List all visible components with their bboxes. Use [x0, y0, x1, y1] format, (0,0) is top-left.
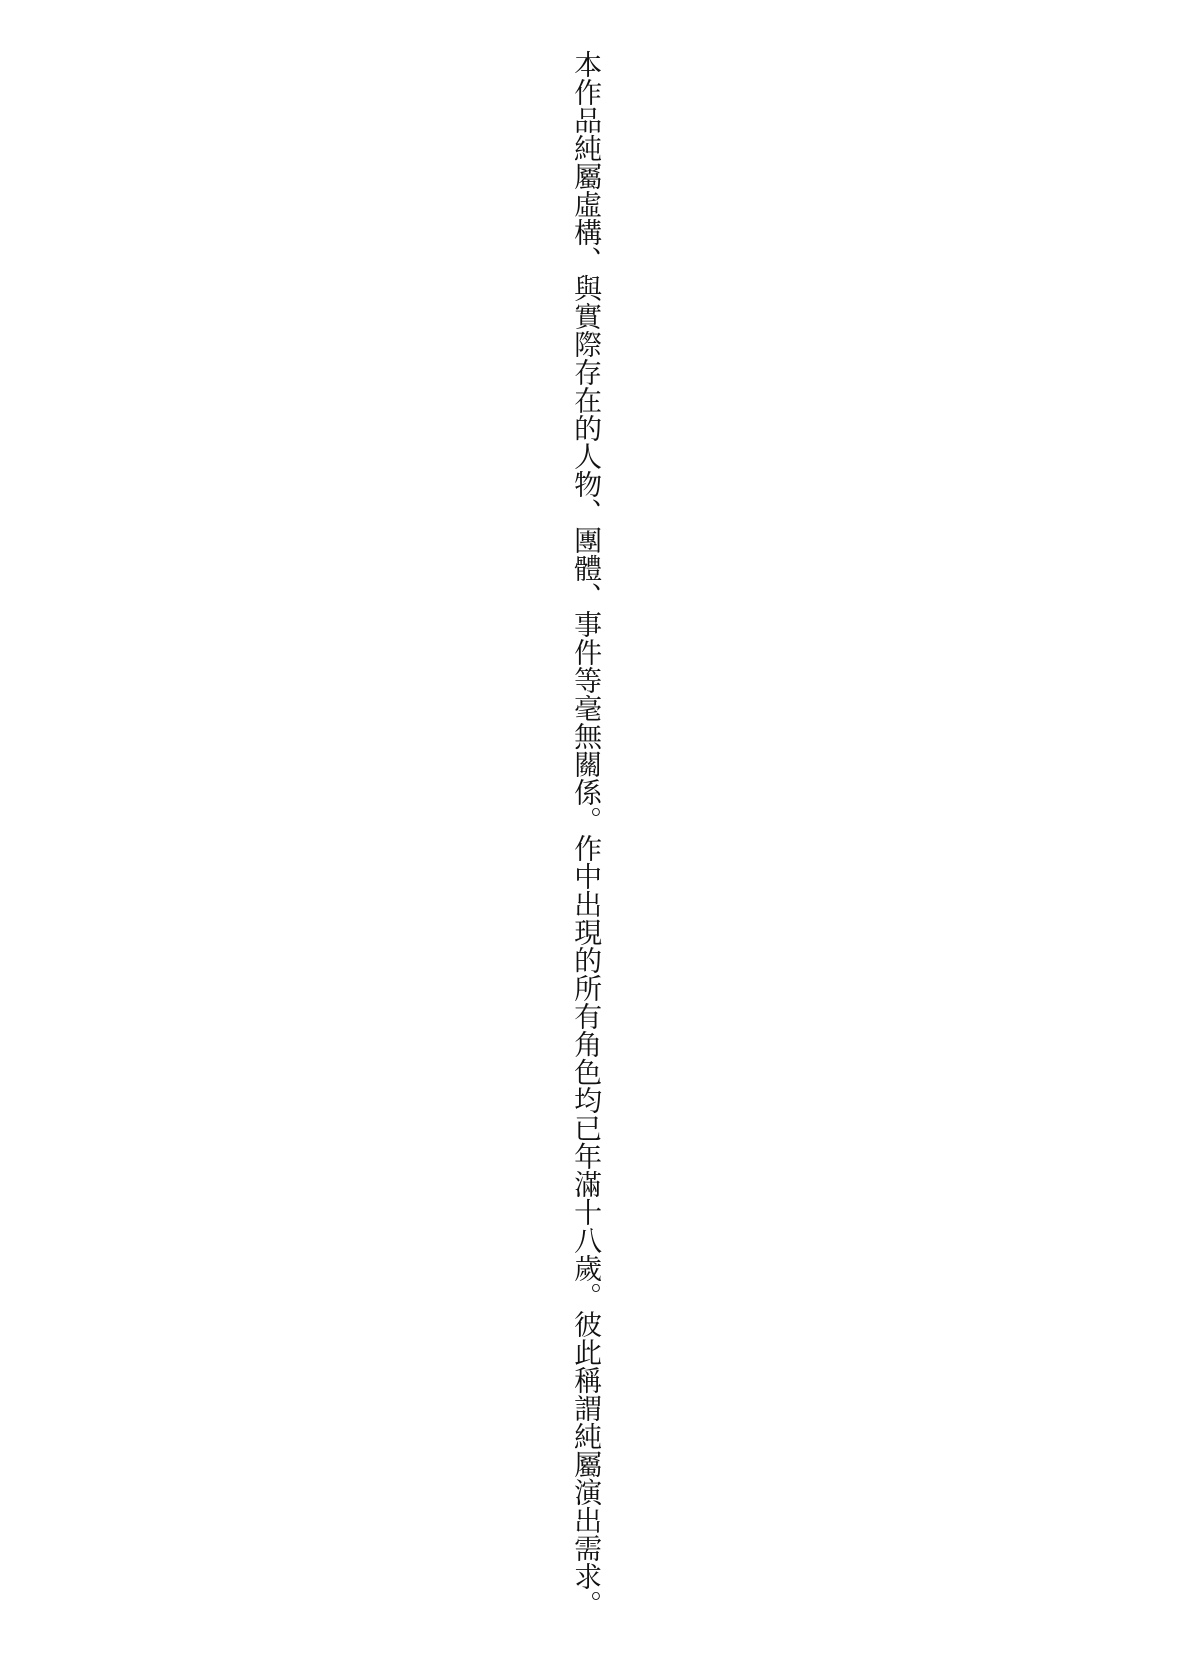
disclaimer-text: 本作品純屬虛構、與實際存在的人物、團體、事件等毫無關係。作中出現的所有角色均已年滿十八歲。彼此稱謂純屬演出需求。: [571, 50, 603, 1618]
